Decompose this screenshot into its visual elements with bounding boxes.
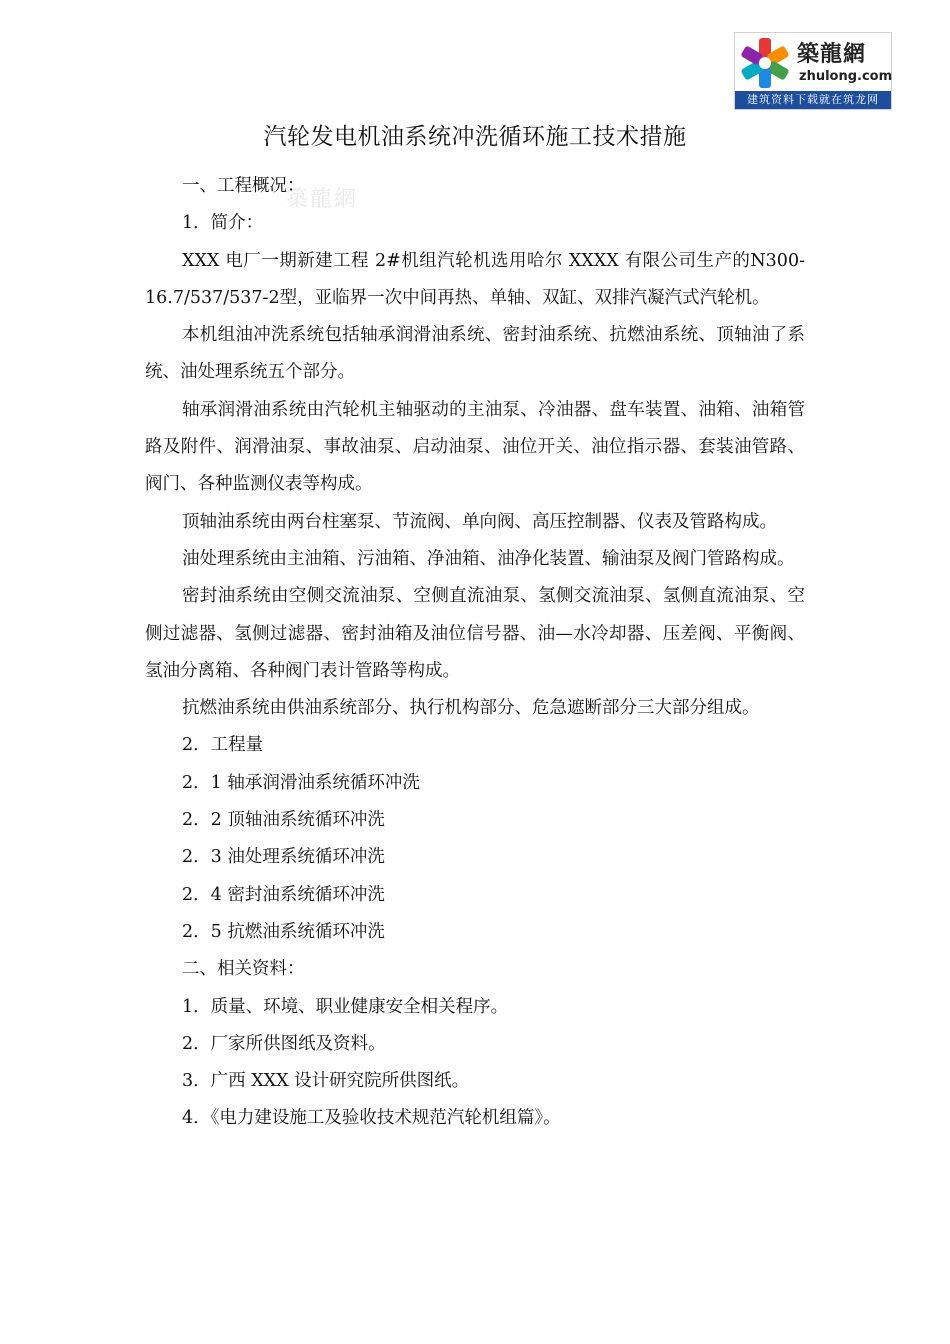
logo-slogan: 建筑资料下载就在筑龙网 <box>735 91 891 109</box>
subsection-heading: 2．工程量 <box>182 735 264 756</box>
list-item: 2．2 顶轴油系统循环冲洗 <box>182 810 385 831</box>
section-heading: 二、相关资料： <box>182 959 305 980</box>
page-title: 汽轮发电机油系统冲洗循环施工技术措施 <box>263 124 687 150</box>
list-item: 2．4 密封油系统循环冲洗 <box>182 884 385 905</box>
subsection-heading: 1．简介： <box>182 213 264 234</box>
zhulong-snowflake-icon <box>738 36 792 90</box>
body-paragraph: 密封油系统由空侧交流油泵、空侧直流油泵、氢侧交流油泵、氢侧直流油泵、空侧过滤器、氢侧过滤器、密封油箱及油位信号器、油—水冷却器、压差阀、平衡阀、氢油分离箱、各种阀门表计管路等构成。 <box>145 586 805 681</box>
body-paragraph: 本机组油冲洗系统包括轴承润滑油系统、密封油系统、抗燃油系统、顶轴油了系统、油处理系统五个部分。 <box>145 325 805 383</box>
list-item: 3．广西 XXX 设计研究院所供图纸。 <box>182 1071 470 1092</box>
body-paragraph: 抗燃油系统由供油系统部分、执行机构部分、危急遮断部分三大部分组成。 <box>182 698 760 719</box>
list-item: 2．1 轴承润滑油系统循环冲洗 <box>182 772 420 793</box>
zhulong-logo <box>734 32 892 110</box>
document-body <box>145 168 805 1138</box>
logo-name: 築龍網 <box>797 42 867 67</box>
section-heading: 一、工程概况： <box>182 176 305 196</box>
list-item: 2．3 油处理系统循环冲洗 <box>182 847 385 868</box>
list-item: 4．《电力建设施工及验收技术规范汽轮机组篇》。 <box>182 1108 561 1129</box>
logo-domain: zhulong.com <box>799 69 893 84</box>
body-paragraph: 油处理系统由主油箱、污油箱、净油箱、油净化装置、输油泵及阀门管路构成。 <box>182 548 795 569</box>
list-item: 2．5 抗燃油系统循环冲洗 <box>182 921 385 942</box>
list-item: 1．质量、环境、职业健康安全相关程序。 <box>182 996 509 1017</box>
list-item: 2．厂家所供图纸及资料。 <box>182 1033 386 1054</box>
body-paragraph: 轴承润滑油系统由汽轮机主轴驱动的主油泵、冷油器、盘车装置、油箱、油箱管路及附件、润滑油泵、事故油泵、启动油泵、油位开关、油位指示器、套装油管路、阀门、各种监测仪表等构成。 <box>145 399 805 495</box>
watermark: 築龍網 <box>286 187 359 212</box>
body-paragraph: 顶轴油系统由两台柱塞泵、节流阀、单向阀、高压控制器、仪表及管路构成。 <box>182 511 777 532</box>
body-paragraph: XXX 电厂一期新建工程 2#机组汽轮机选用哈尔 XXXX 有限公司生产的N300-16.7/537/537-2型，亚临界一次中间再热、单轴、双缸、双排汽凝汽式汽轮机。 <box>145 250 805 308</box>
